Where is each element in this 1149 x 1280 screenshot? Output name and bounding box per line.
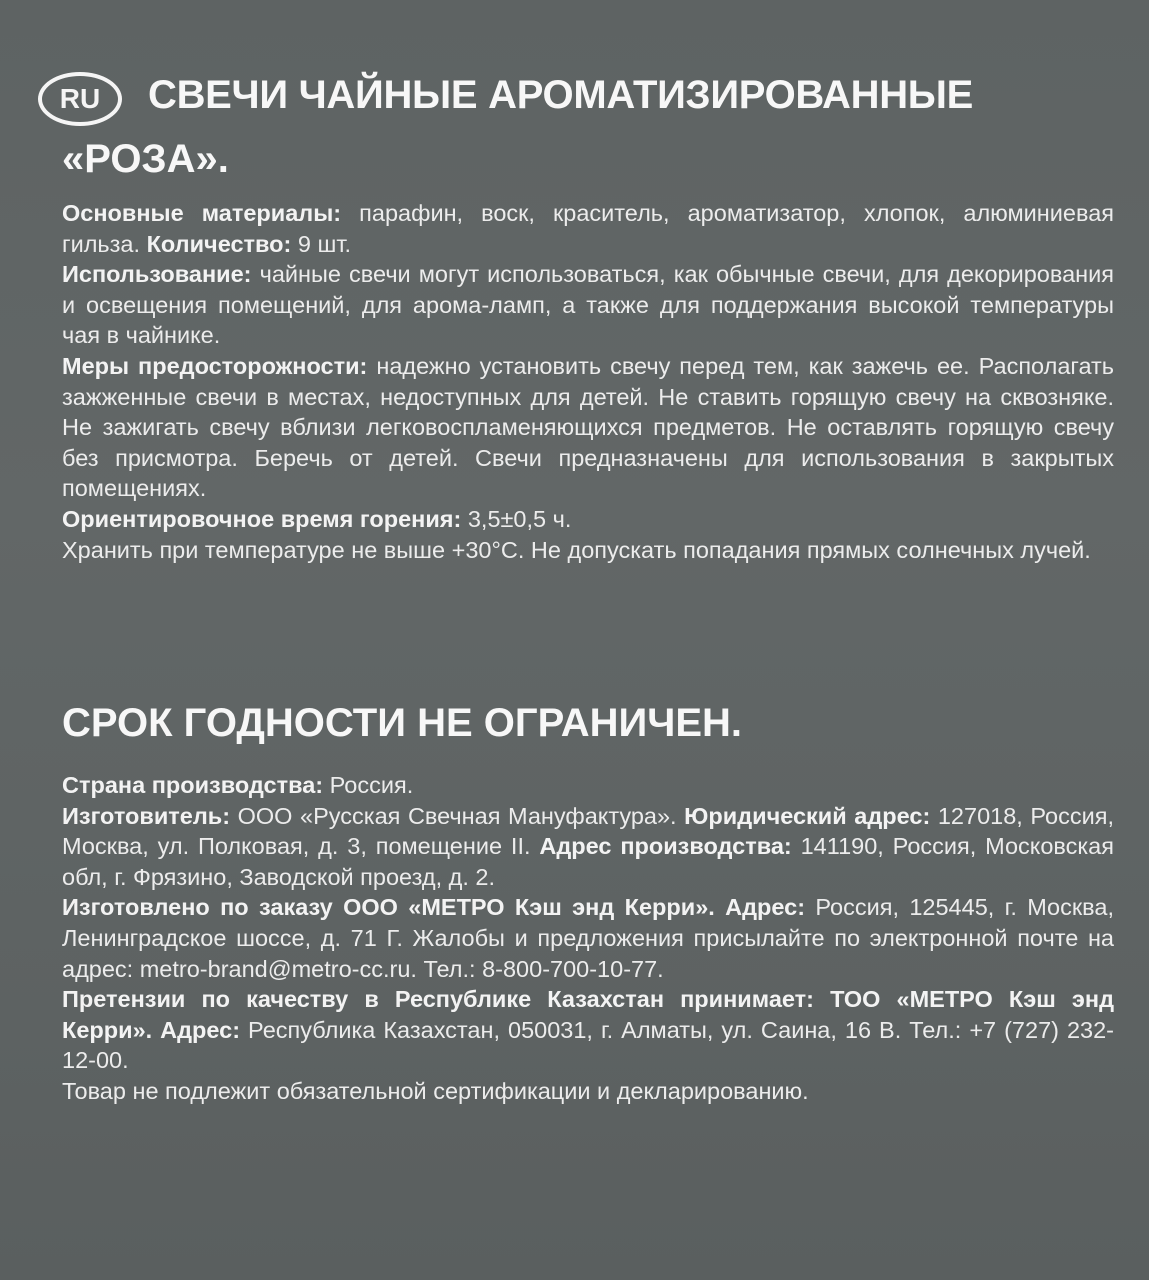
burn-time-paragraph	[62, 504, 1114, 535]
storage-paragraph: Хранить при температуре не выше +30°С. Не допускать попадания прямых солнечных лучей.	[62, 536, 1091, 563]
product-title: СВЕЧИ ЧАЙНЫЕ АРОМАТИЗИРОВАННЫЕ	[148, 73, 974, 117]
precautions-text: надежно установить свечу перед тем, как зажечь ее. Располагать зажженные свечи в местах, недоступных для детей. Не ставить горящую свечу на сквозняке. Не зажигать свечу вблизи легковоспламеняющихся предметов. Не оставлять горящую свечу без присмотра. Беречь от детей. Свечи предназначены для использования в закрытых помещениях.	[62, 352, 1115, 502]
product-info-section	[62, 198, 1114, 565]
ordered-by-label: Изготовлено по заказу ООО «МЕТРО Кэш энд Керри». Адрес:	[62, 894, 806, 921]
claims-paragraph	[62, 984, 1114, 1076]
production-address-label: Адрес производства:	[539, 833, 792, 860]
usage-label: Использование:	[62, 261, 252, 288]
quantity-text: 9 шт.	[291, 230, 352, 257]
usage-paragraph	[62, 259, 1114, 351]
legal-address-label: Юридический адрес:	[684, 802, 931, 829]
manufacturer-info-section	[62, 770, 1114, 1107]
usage-text: чайные свечи могут использоваться, как обычные свечи, для декорирования и освещения помещений, для арома-ламп, а также для поддержания высокой температуры чая в чайнике.	[62, 261, 1114, 349]
precautions-paragraph	[62, 351, 1114, 504]
production-address-text: 141190, Россия, Московская обл, г. Фрязино, Заводской проезд, д. 2.	[62, 833, 1114, 890]
materials-paragraph	[62, 198, 1114, 259]
certification-paragraph: Товар не подлежит обязательной сертификации и декларированию.	[62, 1077, 809, 1104]
country-paragraph	[62, 770, 1114, 801]
country-text: Россия.	[323, 772, 414, 798]
product-title-name: «РОЗА».	[62, 137, 229, 181]
ordered-by-text: Россия, 125445, г. Москва, Ленинградское шоссе, д. 71 Г. Жалобы и предложения присылайте по электронной почте на адрес: metro-brand@metro-cc.ru. Тел.: 8-800-700-10-77.	[62, 894, 1114, 982]
burn-time-text: 3,5±0,5 ч.	[461, 505, 572, 532]
shelf-life-heading: СРОК ГОДНОСТИ НЕ ОГРАНИЧЕН.	[62, 701, 743, 745]
manufacturer-label: Изготовитель:	[62, 802, 231, 829]
manufacturer-text: ООО «Русская Свечная Мануфактура».	[230, 802, 685, 829]
burn-time-label: Ориентировочное время горения:	[62, 505, 462, 532]
legal-address-text: 127018, Россия, Москва, ул. Полковая, д. 3, помещение II.	[62, 802, 1114, 860]
claims-text: Республика Казахстан, 050031, г. Алматы, ул. Саина, 16 В. Тел.: +7 (727) 232-12-00.	[62, 1016, 1114, 1074]
materials-text: парафин, воск, краситель, ароматизатор, хлопок, алюминиевая гильза.	[62, 200, 1114, 257]
language-badge: RU	[38, 72, 122, 126]
claims-label: Претензии по качеству в Республике Казахстан принимает: ТОО «МЕТРО Кэш энд Керри». Адрес:	[62, 986, 1114, 1043]
ordered-by-paragraph	[62, 892, 1114, 984]
quantity-label: Количество:	[146, 230, 292, 257]
materials-label: Основные материалы:	[62, 200, 342, 226]
manufacturer-paragraph	[62, 801, 1114, 893]
country-label: Страна производства:	[62, 772, 324, 798]
precautions-label: Меры предосторожности:	[62, 352, 368, 379]
